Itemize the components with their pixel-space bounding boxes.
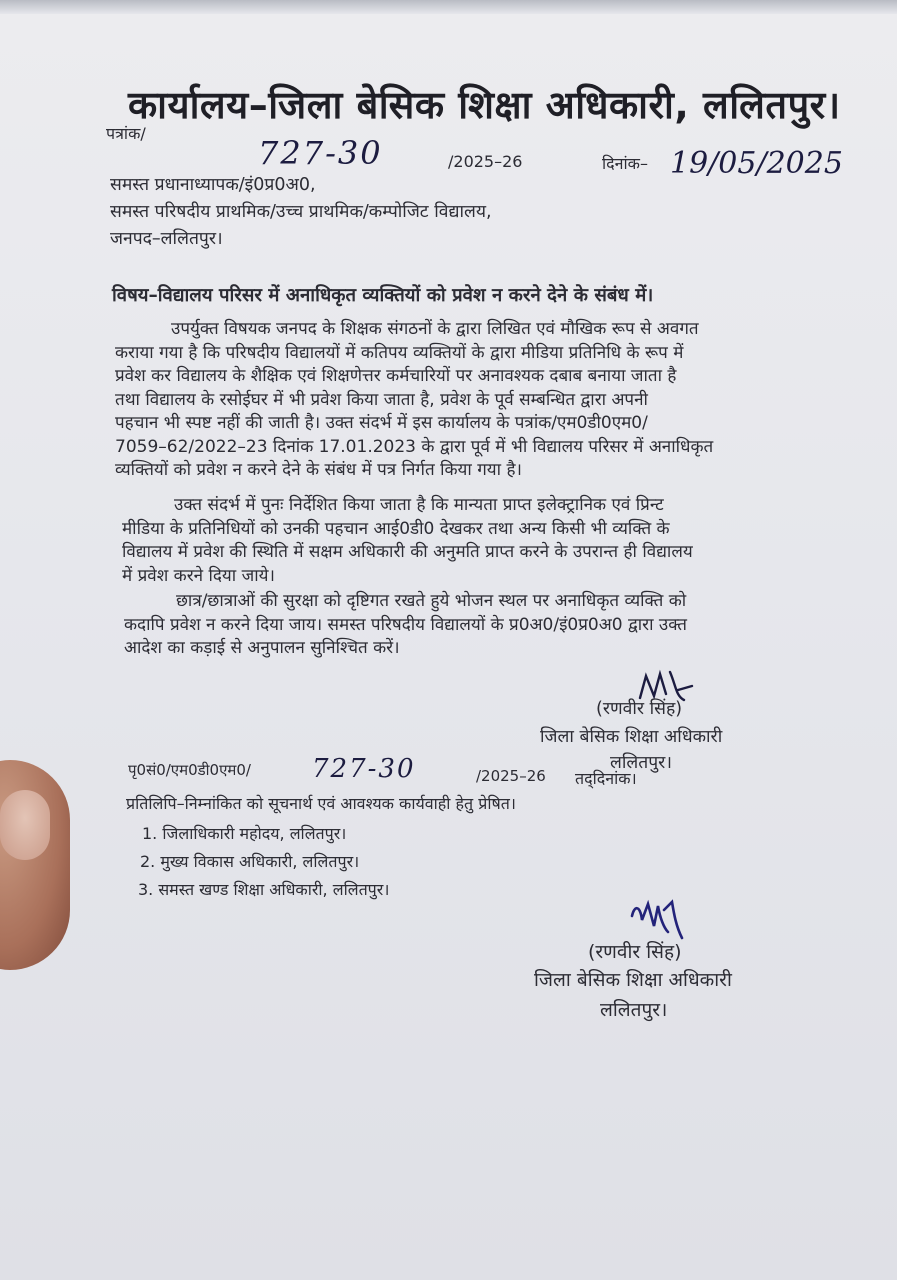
subject-line: विषय–विद्यालय परिसर में अनाधिकृत व्यक्तियों को प्रवेश न करने देने के संबंध में। [112,285,654,306]
page-edge-shadow [0,0,897,14]
para2-line: विद्यालय में प्रवेश की स्थिति में सक्षम अधिकारी की अनुमति प्राप्त करने के उपरान्त ही विद्यालय [122,542,693,562]
para2-line: में प्रवेश करने दिया जाये। [122,565,275,586]
para1-line: पहचान भी स्पष्ट नहीं की जाती है। उक्त संदर्भ में इस कार्यालय के पत्रांक/एम0डी0एम0/ [115,413,648,433]
recipient-line-2: समस्त परिषदीय प्राथमिक/उच्च प्राथमिक/कम्पोजिट विद्यालय, [110,202,492,222]
signatory-name-2: (रणवीर सिंह) [588,941,682,963]
signatory-designation-1: जिला बेसिक शिक्षा अधिकारी [540,727,723,747]
body-paragraph-3 [124,590,824,661]
copy-ref-label: पृ0सं0/एम0डी0एम0/ [128,761,251,779]
copy-ref-handwritten: 727-30 [312,754,416,784]
copy-intro: प्रतिलिपि–निम्नांकित को सूचनार्थ एवं आवश्यक कार्यवाही हेतु प्रेषित। [126,794,516,813]
office-title: कार्यालय–जिला बेसिक शिक्षा अधिकारी, ललितपुर। [128,83,841,127]
copy-ref-date: तद्‌दिनांक। [575,769,637,788]
para1-line: व्यक्तियों को प्रवेश न करने देने के संबंध में पत्र निर्गत किया गया है। [115,460,522,480]
para1-line: 7059–62/2022–23 दिनांक 17.01.2023 के द्वारा पूर्व में भी विद्यालय परिसर में अनाधिकृत [115,436,714,457]
copy-item-3: 3. समस्त खण्ड शिक्षा अधिकारी, ललितपुर। [138,880,390,899]
recipient-line-1: समस्त प्रधानाध्यापक/इं0प्र0अ0, [110,175,316,195]
letter-number-label: पत्रांक/ [106,124,146,143]
para2-line: मीडिया के प्रतिनिधियों को उनकी पहचान आई0डी0 देखकर तथा अन्य किसी भी व्यक्ति के [122,518,670,539]
signature-scribble-2 [628,896,688,944]
signatory-place-1: ललितपुर। [610,753,672,773]
signatory-designation-2: जिला बेसिक शिक्षा अधिकारी [534,969,732,991]
letter-number-handwritten: 727-30 [258,134,383,172]
recipient-line-3: जनपद–ललितपुर। [110,229,223,249]
para3-line: कदापि प्रवेश न करने दिया जाय। समस्त परिषदीय विद्यालयों के प्र0अ0/इं0प्र0अ0 द्वारा उक्त [124,614,687,635]
para3-line: आदेश का कड़ाई से अनुपालन सुनिश्चित करें। [124,638,400,658]
letter-number-session: /2025–26 [448,152,523,171]
para3-line: छात्र/छात्राओं की सुरक्षा को दृष्टिगत रखते हुये भोजन स्थल पर अनाधिकृत व्यक्ति को [176,591,687,611]
para2-line: उक्त संदर्भ में पुनः निर्देशित किया जाता है कि मान्यता प्राप्त इलेक्ट्रानिक एवं प्रिन्ट [174,495,664,515]
copy-item-1: 1. जिलाधिकारी महोदय, ललितपुर। [142,824,347,843]
thumbnail-nail [0,790,50,860]
para1-line: प्रवेश कर विद्यालय के शैक्षिक एवं शिक्षणेत्तर कर्मचारियों पर अनावश्यक दबाब बनाया जाता है [115,366,677,386]
signatory-place-2: ललितपुर। [600,999,668,1021]
body-paragraph-1 [115,318,835,483]
para1-line: उपर्युक्त विषयक जनपद के शिक्षक संगठनों के द्वारा लिखित एवं मौखिक रूप से अवगत [171,319,699,339]
copy-ref-session: /2025–26 [476,767,546,785]
body-paragraph-2 [122,494,827,588]
para1-line: तथा विद्यालय के रसोईघर में भी प्रवेश किया जाता है, प्रवेश के पूर्व सम्बन्धित द्वारा अपनी [115,389,648,410]
date-handwritten: 19/05/2025 [670,146,843,181]
date-label: दिनांक– [602,154,648,173]
signatory-name-1: (रणवीर सिंह) [596,699,683,719]
para1-line: कराया गया है कि परिषदीय विद्यालयों में कतिपय व्यक्तियों के द्वारा मीडिया प्रतिनिधि के रूप में [115,342,684,363]
copy-item-2: 2. मुख्य विकास अधिकारी, ललितपुर। [140,852,360,871]
